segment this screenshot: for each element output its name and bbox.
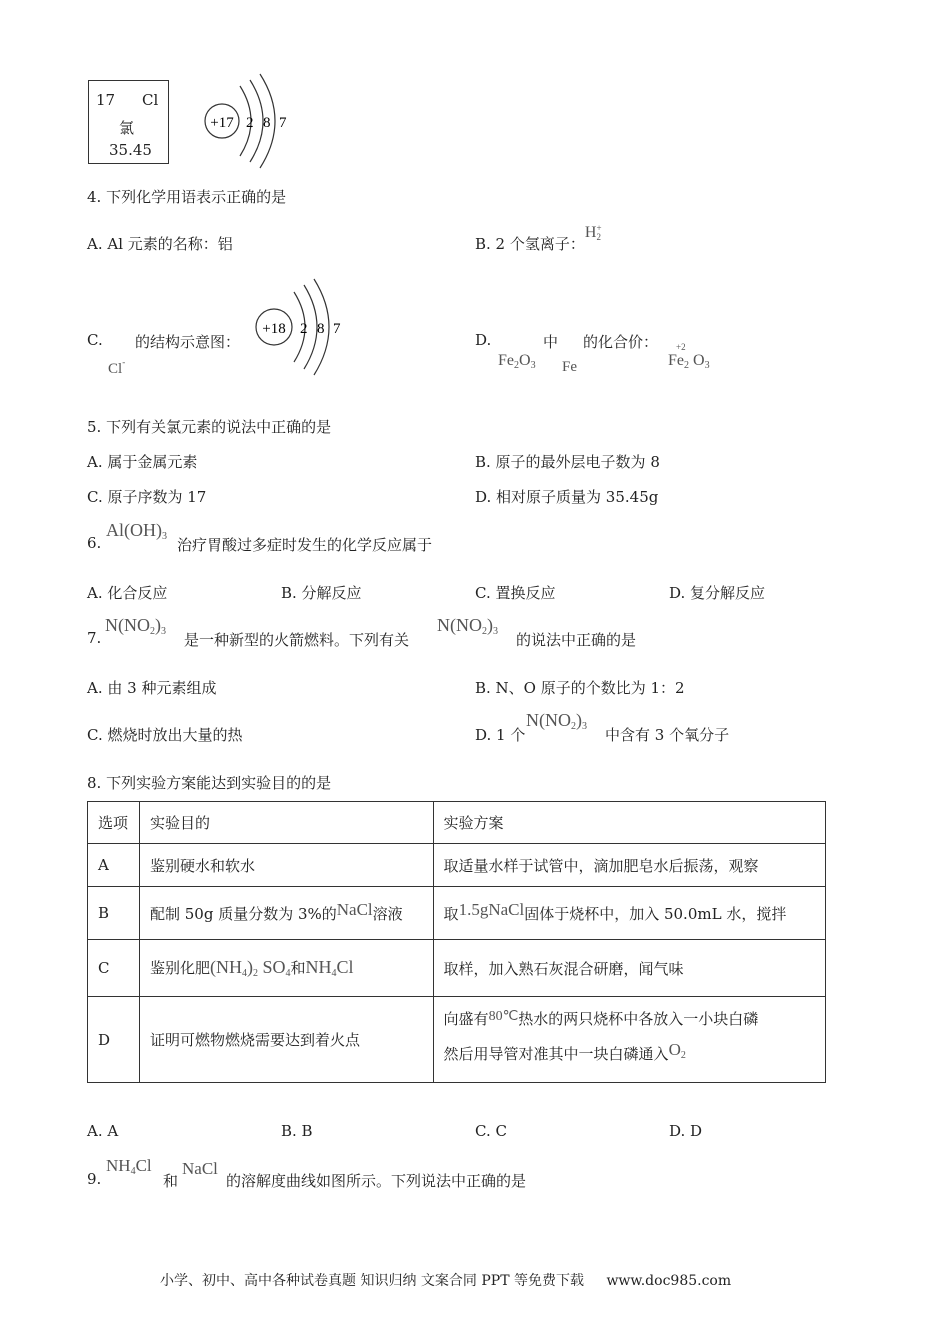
- table-row: C 鉴别化肥$(NH_4)_2$ $SO_4$和$NH_4Cl$ 取样，加入熟石灰混合研磨，闻气味: [88, 940, 826, 997]
- svg-text:2: 2: [300, 321, 308, 337]
- shell-2: 8: [263, 115, 271, 131]
- element-card: [88, 80, 169, 164]
- q7-number: 7.: [87, 629, 102, 647]
- q5-option-b: B. 原子的最外层电子数为 8: [475, 453, 660, 471]
- svg-text:8: 8: [317, 321, 325, 337]
- q7-option-a: A. 由 3 种元素组成: [87, 679, 217, 697]
- q5-option-d: D. 相对原子质量为 35.45g: [475, 488, 659, 506]
- q5-stem: 5. 下列有关氯元素的说法中正确的是: [87, 418, 332, 436]
- cl-ion-diagram: [252, 277, 352, 377]
- q9-stem: 的溶解度曲线如图所示。下列说法中正确的是: [226, 1172, 527, 1190]
- q6-formula: $Al(OH)_3$: [106, 520, 167, 542]
- q4-option-d-mid: 中: [543, 333, 559, 351]
- q9-formula-2: NaCl: [182, 1159, 218, 1178]
- q4-option-a: A. Al 元素的名称：铝: [87, 235, 233, 253]
- q6-option-a: A. 化合反应: [87, 584, 168, 602]
- table-header-row: [88, 802, 826, 844]
- ion-nucleus-label: +18: [262, 321, 286, 337]
- q9-and: 和: [163, 1172, 179, 1190]
- q4-option-d-valence: +2: [676, 342, 686, 352]
- table-row: B 配制 50g 质量分数为 3%的NaCl溶液 取1.5gNaCl固体于烧杯中，加入 50.0mL 水，搅拌: [88, 887, 826, 940]
- header-option: 选项: [88, 802, 140, 844]
- q7-formula-1: $N(NO_2)_3$: [105, 615, 166, 637]
- q6-stem: 治疗胃酸过多症时发生的化学反应属于: [177, 536, 433, 554]
- q4-option-c-text: 的结构示意图：: [135, 333, 241, 351]
- q8-option-b: B. B: [281, 1122, 313, 1140]
- q4-option-d-text: 的化合价：: [583, 333, 659, 351]
- q8-option-c: C. C: [475, 1122, 507, 1140]
- q9-number: 9.: [87, 1170, 102, 1188]
- q4-option-b: B. 2 个氢离子：H + 2: [475, 223, 602, 253]
- shell-1: 2: [246, 115, 254, 131]
- svg-text:7: 7: [333, 321, 341, 337]
- shell-3: 7: [279, 115, 287, 131]
- q6-option-c: C. 置换反应: [475, 584, 556, 602]
- q6-number: 6.: [87, 534, 102, 552]
- q5-option-c: C. 原子序数为 17: [87, 488, 207, 506]
- q7-stem-tail: 的说法中正确的是: [516, 631, 637, 649]
- experiment-table: [87, 801, 826, 1083]
- q6-option-d: D. 复分解反应: [669, 584, 766, 602]
- element-symbol: Cl: [142, 91, 159, 109]
- q7-option-b: B. N、O 原子的个数比为 1：2: [475, 679, 685, 697]
- element-number: 17: [96, 91, 116, 109]
- q7-stem-mid: 是一种新型的火箭燃料。下列有关: [184, 631, 410, 649]
- q7-option-d-pre: D. 1 个: [475, 726, 526, 744]
- nucleus-label: +17: [210, 115, 234, 131]
- q7-option-c: C. 燃烧时放出大量的热: [87, 726, 243, 744]
- q4-option-d-fe: Fe: [562, 359, 577, 375]
- table-row: D 证明可燃物燃烧需要达到着火点 向盛有80℃热水的两只烧杯中各放入一小块白磷 然后用导管对准其中一块白磷通入$O_2$: [88, 997, 826, 1083]
- footer-url[interactable]: www.doc985.com: [606, 1273, 732, 1289]
- q4-option-c-label: C.: [87, 331, 103, 349]
- element-name: 氯: [119, 119, 135, 137]
- header-plan: 实验方案: [433, 802, 825, 844]
- q4-option-d-formula: $Fe_2O_3$: [498, 352, 536, 371]
- q9-formula-1: $NH_4Cl$: [106, 1156, 152, 1177]
- q5-option-a: A. 属于金属元素: [87, 453, 198, 471]
- table-row: A 鉴别硬水和软水 取适量水样于试管中，滴加肥皂水后振荡，观察: [88, 844, 826, 887]
- q7-option-d-formula: $N(NO_2)_3$: [526, 710, 587, 732]
- q4-option-d-label: D.: [475, 331, 492, 349]
- header-goal: 实验目的: [139, 802, 433, 844]
- element-mass: 35.45: [109, 141, 152, 159]
- q4-option-c-ion: Cl-: [108, 357, 126, 377]
- cl-atom-diagram: [200, 72, 300, 170]
- q6-option-b: B. 分解反应: [281, 584, 362, 602]
- q7-formula-2: $N(NO_2)_3$: [437, 615, 498, 637]
- q8-option-a: A. A: [87, 1122, 119, 1140]
- q4-option-d-valence-formula: $Fe_2$ $O_3$: [668, 352, 710, 371]
- q4-stem: 4. 下列化学用语表示正确的是: [87, 188, 287, 206]
- q8-option-d: D. D: [669, 1122, 703, 1140]
- footer: [160, 1270, 731, 1290]
- q7-option-d-post: 中含有 3 个氧分子: [605, 726, 730, 744]
- footer-text: 小学、初中、高中各种试卷真题 知识归纳 文案合同 PPT 等免费下载: [160, 1273, 584, 1289]
- q8-stem: 8. 下列实验方案能达到实验目的的是: [87, 774, 332, 792]
